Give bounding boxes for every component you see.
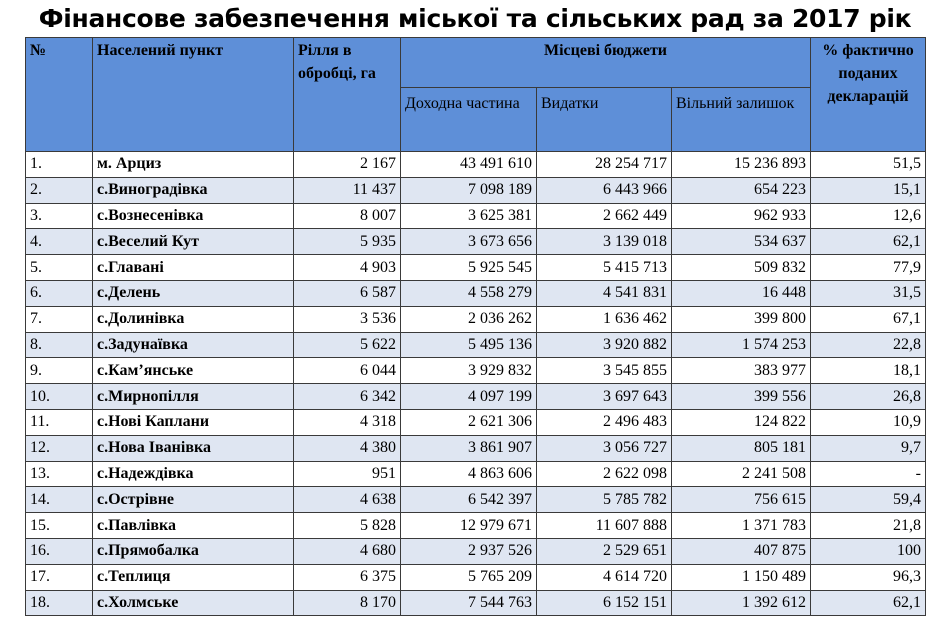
table-row [26,280,926,306]
cell-arable-land: 4 680 [294,538,401,564]
cell-free-balance: 962 933 [672,203,811,229]
header-arable: Рілля в обробці, га [294,38,401,152]
cell-arable-land: 6 587 [294,280,401,306]
cell-arable-land: 4 380 [294,435,401,461]
cell-expenses: 2 496 483 [537,409,672,435]
cell-income: 2 937 526 [401,538,537,564]
cell-income: 3 625 381 [401,203,537,229]
cell-free-balance: 15 236 893 [672,152,811,178]
table-row [26,409,926,435]
cell-arable-land: 4 318 [294,409,401,435]
cell-income: 2 621 306 [401,409,537,435]
cell-expenses: 6 152 151 [537,590,672,616]
cell-place-name: с.Павлівка [93,513,294,539]
header-place: Населений пункт [93,38,294,152]
cell-expenses: 2 662 449 [537,203,672,229]
cell-income: 3 861 907 [401,435,537,461]
cell-arable-land: 4 638 [294,487,401,513]
cell-row-number: 5. [26,255,93,281]
cell-row-number: 11. [26,409,93,435]
cell-place-name: с.Долинівка [93,306,294,332]
cell-row-number: 3. [26,203,93,229]
cell-income: 4 863 606 [401,461,537,487]
cell-expenses: 28 254 717 [537,152,672,178]
cell-income: 2 036 262 [401,306,537,332]
cell-declarations-percent: 100 [811,538,926,564]
cell-expenses: 3 697 643 [537,384,672,410]
cell-declarations-percent: 22,8 [811,332,926,358]
cell-declarations-percent: 96,3 [811,564,926,590]
cell-declarations-percent: 21,8 [811,513,926,539]
cell-row-number: 18. [26,590,93,616]
cell-row-number: 16. [26,538,93,564]
cell-free-balance: 407 875 [672,538,811,564]
cell-free-balance: 383 977 [672,358,811,384]
cell-declarations-percent: 18,1 [811,358,926,384]
cell-expenses: 3 545 855 [537,358,672,384]
cell-income: 7 098 189 [401,177,537,203]
cell-row-number: 4. [26,229,93,255]
cell-expenses: 4 541 831 [537,280,672,306]
table-row [26,435,926,461]
cell-place-name: с.Мирнопілля [93,384,294,410]
cell-row-number: 2. [26,177,93,203]
cell-income: 3 673 656 [401,229,537,255]
cell-arable-land: 5 622 [294,332,401,358]
cell-income: 5 495 136 [401,332,537,358]
cell-arable-land: 5 828 [294,513,401,539]
table-row [26,306,926,332]
cell-row-number: 1. [26,152,93,178]
cell-expenses: 2 529 651 [537,538,672,564]
header-number: № [26,38,93,152]
cell-declarations-percent: 62,1 [811,229,926,255]
cell-free-balance: 2 241 508 [672,461,811,487]
table-row [26,152,926,178]
cell-free-balance: 1 150 489 [672,564,811,590]
cell-place-name: с.Нові Каплани [93,409,294,435]
cell-place-name: с.Кам’янське [93,358,294,384]
table-row [26,203,926,229]
cell-declarations-percent: 67,1 [811,306,926,332]
cell-free-balance: 534 637 [672,229,811,255]
cell-arable-land: 8 170 [294,590,401,616]
cell-income: 5 925 545 [401,255,537,281]
cell-declarations-percent: - [811,461,926,487]
cell-place-name: с.Главані [93,255,294,281]
cell-income: 6 542 397 [401,487,537,513]
cell-place-name: с.Теплиця [93,564,294,590]
cell-expenses: 5 785 782 [537,487,672,513]
page-title: Фінансове забезпечення міської та сільських рад за 2017 рік [38,4,912,33]
cell-free-balance: 1 392 612 [672,590,811,616]
cell-declarations-percent: 77,9 [811,255,926,281]
cell-row-number: 9. [26,358,93,384]
cell-declarations-percent: 9,7 [811,435,926,461]
cell-expenses: 4 614 720 [537,564,672,590]
cell-place-name: с.Вознесенівка [93,203,294,229]
cell-place-name: с.Нова Іванівка [93,435,294,461]
cell-arable-land: 2 167 [294,152,401,178]
cell-income: 7 544 763 [401,590,537,616]
cell-row-number: 14. [26,487,93,513]
table-row [26,177,926,203]
cell-expenses: 2 622 098 [537,461,672,487]
header-expenses: Видатки [537,88,672,152]
cell-place-name: с.Делень [93,280,294,306]
cell-free-balance: 399 800 [672,306,811,332]
cell-row-number: 8. [26,332,93,358]
cell-place-name: с.Острівне [93,487,294,513]
table-row [26,229,926,255]
cell-declarations-percent: 51,5 [811,152,926,178]
cell-arable-land: 4 903 [294,255,401,281]
cell-expenses: 1 636 462 [537,306,672,332]
cell-free-balance: 1 574 253 [672,332,811,358]
cell-free-balance: 124 822 [672,409,811,435]
cell-free-balance: 805 181 [672,435,811,461]
table-row [26,487,926,513]
cell-expenses: 11 607 888 [537,513,672,539]
cell-free-balance: 509 832 [672,255,811,281]
cell-row-number: 15. [26,513,93,539]
cell-arable-land: 6 375 [294,564,401,590]
cell-row-number: 6. [26,280,93,306]
cell-free-balance: 654 223 [672,177,811,203]
header-income: Доходна частина [401,88,537,152]
cell-expenses: 3 056 727 [537,435,672,461]
cell-income: 12 979 671 [401,513,537,539]
cell-row-number: 13. [26,461,93,487]
cell-arable-land: 6 044 [294,358,401,384]
cell-place-name: с.Холмське [93,590,294,616]
cell-row-number: 7. [26,306,93,332]
cell-declarations-percent: 26,8 [811,384,926,410]
cell-declarations-percent: 62,1 [811,590,926,616]
header-declarations: % фактично поданих декларацій [811,38,926,152]
cell-income: 5 765 209 [401,564,537,590]
header-balance: Вільний залишок [672,88,811,152]
cell-declarations-percent: 59,4 [811,487,926,513]
header-local-budgets: Місцеві бюджети [401,38,811,88]
cell-place-name: с.Задунаївка [93,332,294,358]
cell-income: 3 929 832 [401,358,537,384]
table-row [26,538,926,564]
cell-free-balance: 1 371 783 [672,513,811,539]
cell-place-name: м. Арциз [93,152,294,178]
cell-income: 4 558 279 [401,280,537,306]
table-row [26,384,926,410]
cell-arable-land: 6 342 [294,384,401,410]
table-row [26,461,926,487]
cell-expenses: 3 920 882 [537,332,672,358]
cell-declarations-percent: 15,1 [811,177,926,203]
cell-free-balance: 756 615 [672,487,811,513]
table-row [26,590,926,616]
table-row [26,513,926,539]
cell-declarations-percent: 31,5 [811,280,926,306]
table-row [26,358,926,384]
cell-row-number: 17. [26,564,93,590]
cell-arable-land: 3 536 [294,306,401,332]
cell-expenses: 3 139 018 [537,229,672,255]
cell-declarations-percent: 12,6 [811,203,926,229]
cell-arable-land: 11 437 [294,177,401,203]
finance-table [25,37,926,616]
cell-arable-land: 5 935 [294,229,401,255]
cell-place-name: с.Надеждівка [93,461,294,487]
cell-free-balance: 16 448 [672,280,811,306]
cell-declarations-percent: 10,9 [811,409,926,435]
cell-row-number: 12. [26,435,93,461]
cell-place-name: с.Прямобалка [93,538,294,564]
table-row [26,332,926,358]
cell-arable-land: 951 [294,461,401,487]
cell-place-name: с.Веселий Кут [93,229,294,255]
table-row [26,564,926,590]
table-body [26,152,926,616]
cell-row-number: 10. [26,384,93,410]
cell-expenses: 6 443 966 [537,177,672,203]
table-row [26,255,926,281]
cell-income: 4 097 199 [401,384,537,410]
cell-expenses: 5 415 713 [537,255,672,281]
cell-arable-land: 8 007 [294,203,401,229]
cell-free-balance: 399 556 [672,384,811,410]
cell-place-name: с.Виноградівка [93,177,294,203]
cell-income: 43 491 610 [401,152,537,178]
